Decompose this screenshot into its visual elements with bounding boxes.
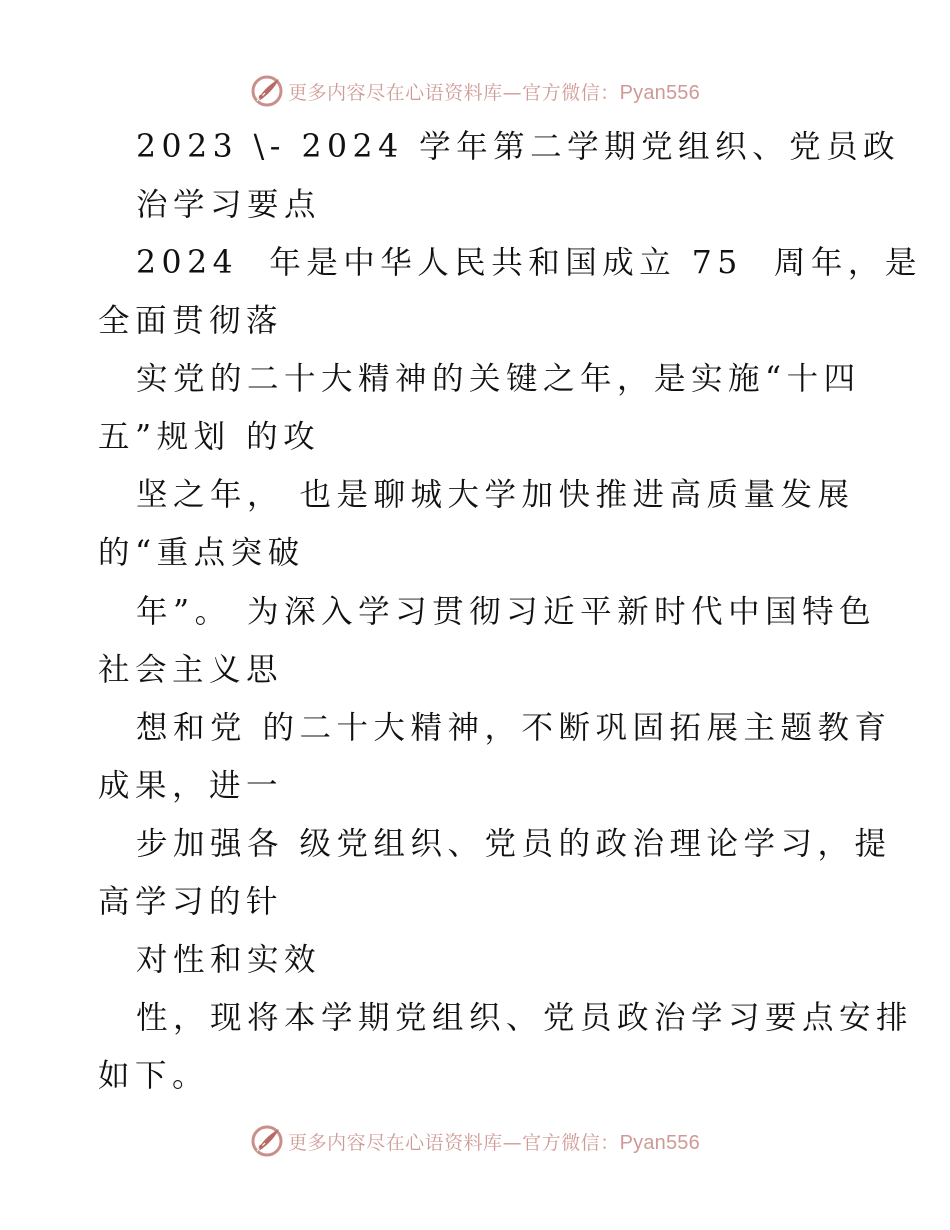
paragraph-line: 年”。 为深入学习贯彻习近平新时代中国特色 [136,594,877,630]
watermark-wechat-id: Pyan556 [619,81,700,104]
paragraph-line: 对性和实效 [136,942,322,978]
watermark-text: 更多内容尽在心语资料库—官方微信：Pyan556 [288,81,700,104]
paragraph-line: 坚之年， 也是聊城大学加快推进高质量发展 [136,477,855,513]
title-line-2: 治学习要点 [136,187,322,223]
paragraph-line: 想和党 的二十大精神，不断巩固拓展主题教育 [136,710,892,746]
paragraph-line: 全面贯彻落 [98,303,284,339]
watermark-text: 更多内容尽在心语资料库—官方微信：Pyan556 [288,1131,700,1154]
paragraph-line: 高学习的针 [98,884,284,920]
paragraph-line: 如下。 [98,1058,210,1094]
quill-ink-logo-icon [250,1124,284,1158]
footer-watermark [0,1121,950,1161]
paragraph-line: 步加强各 级党组织、党员的政治理论学习，提 [136,826,892,862]
paragraph-line: 实党的二十大精神的关键之年，是实施“十四 [136,361,861,397]
paragraph-line: 的“重点突破 [98,535,305,571]
paragraph-line: 成果，进一 [98,768,284,804]
paragraph-line: 性，现将本学期党组织、党员政治学习要点安排 [136,1000,914,1036]
paragraph-line: 2024 年是中华人民共和国成立 75 周年，是 [136,245,922,281]
watermark-wechat-id: Pyan556 [619,1131,700,1154]
paragraph-line: 社会主义思 [98,652,284,688]
title-line-1: 2023 \- 2024 学年第二学期党组织、党员政 [136,129,901,165]
paragraph-line: 五”规划 的攻 [98,419,321,455]
